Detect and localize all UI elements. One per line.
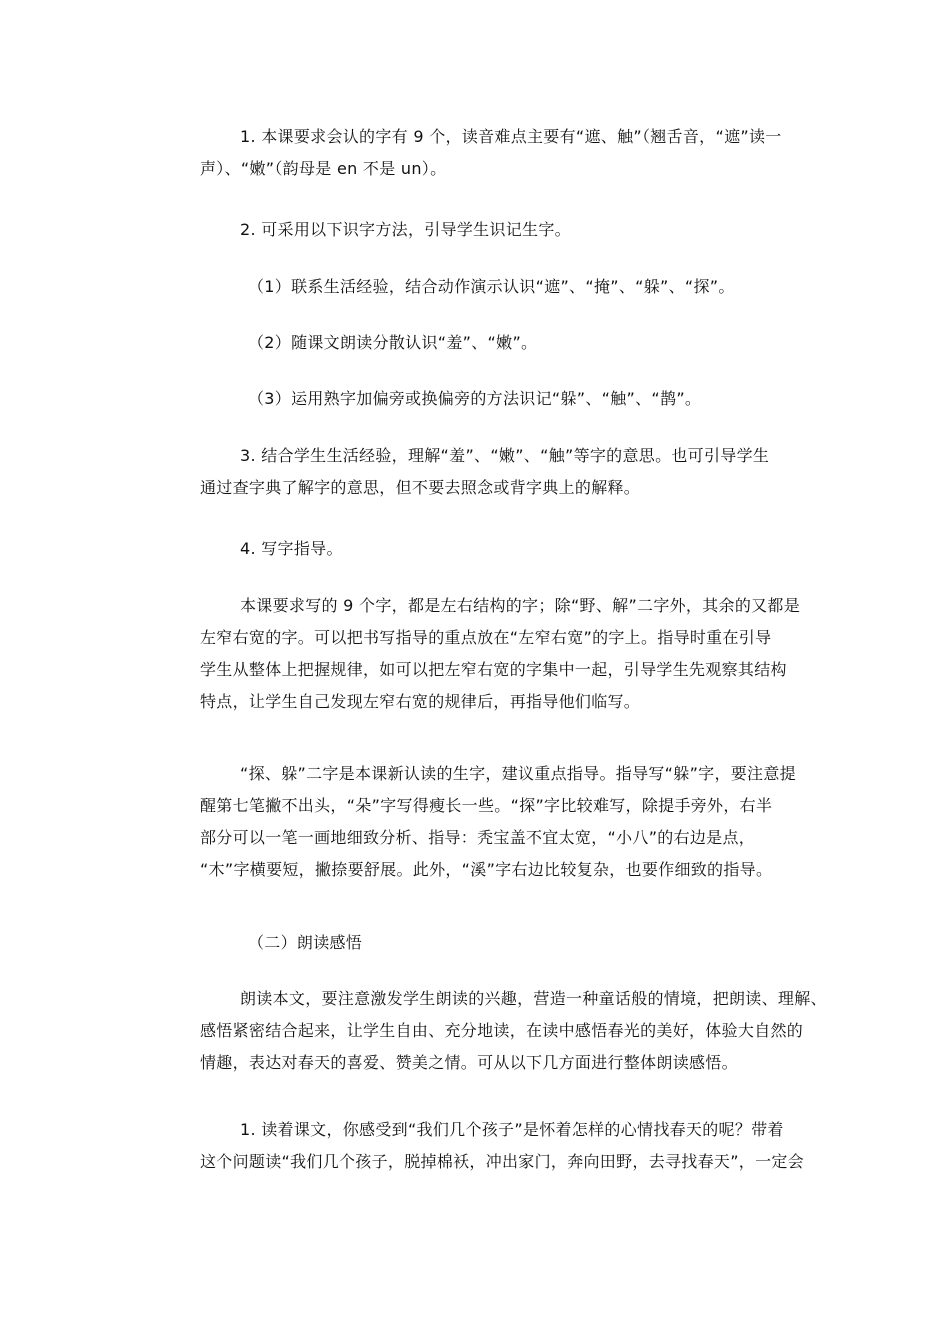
text-line: 声）、“嫩”（韵母是 en 不是 un）。: [200, 159, 447, 178]
section-heading-reading: [200, 927, 812, 959]
paragraph-method-2: [200, 327, 812, 359]
text-line: 本课要求写的 9 个字，都是左右结构的字；除“野、解”二字外，其余的又都是: [240, 596, 801, 615]
text-line: （2）随课文朗读分散认识“羞”、“嫩”。: [248, 333, 538, 352]
paragraph-writing-structure: [200, 590, 812, 718]
text-line: “探、躲”二字是本课新认读的生字，建议重点指导。指导写“躲”字，要注意提: [240, 764, 796, 783]
paragraph-new-characters: [200, 758, 812, 886]
paragraph-understanding: [200, 440, 812, 504]
paragraph-method-1: [200, 271, 812, 303]
text-line: 左窄右宽的字。可以把书写指导的重点放在“左窄右宽”的字上。指导时重在引导: [200, 628, 772, 647]
text-line: 通过查字典了解字的意思，但不要去照念或背字典上的解释。: [200, 478, 641, 497]
text-line: 特点，让学生自己发现左窄右宽的规律后，再指导他们临写。: [200, 692, 641, 711]
text-line: 部分可以一笔一画地细致分析、指导：秃宝盖不宜太宽，“小八”的右边是点，: [200, 828, 756, 847]
text-line: （二）朗读感悟: [248, 933, 363, 952]
text-line: 4. 写字指导。: [240, 539, 343, 558]
text-line: 2. 可采用以下识字方法，引导学生识记生字。: [240, 220, 571, 239]
text-line: 1. 读着课文，你感受到“我们几个孩子”是怀着怎样的心情找春天的呢？带着: [240, 1120, 784, 1139]
text-line: 3. 结合学生生活经验，理解“羞”、“嫩”、“触”等字的意思。也可引导学生: [240, 446, 770, 465]
paragraph-reading-intro: [200, 983, 827, 1079]
paragraph-writing-guidance-heading: [200, 533, 812, 565]
text-line: 1. 本课要求会认的字有 9 个，读音难点主要有“遮、触”（翘舌音，“遮”读一: [240, 127, 782, 146]
text-line: “木”字横要短，撇捺要舒展。此外，“溪”字右边比较复杂，也要作细致的指导。: [200, 860, 773, 879]
paragraph-method-3: [200, 383, 812, 415]
text-line: （1）联系生活经验，结合动作演示认识“遮”、“掩”、“躲”、“探”。: [248, 277, 735, 296]
text-line: （3）运用熟字加偏旁或换偏旁的方法识记“躲”、“触”、“鹊”。: [248, 389, 702, 408]
paragraph-literacy-methods: [200, 214, 812, 246]
text-line: 朗读本文，要注意激发学生朗读的兴趣，营造一种童话般的情境，把朗读、理解、: [240, 989, 827, 1008]
paragraph-reading-question: [200, 1114, 812, 1178]
text-line: 醒第七笔撇不出头，“朵”字写得瘦长一些。“探”字比较难写，除提手旁外，右半: [200, 796, 773, 815]
text-line: 学生从整体上把握规律，如可以把左窄右宽的字集中一起，引导学生先观察其结构: [200, 660, 787, 679]
text-line: 这个问题读“我们几个孩子，脱掉棉袄，冲出家门，奔向田野，去寻找春天”，一定会: [200, 1152, 804, 1171]
text-line: 感悟紧密结合起来，让学生自由、充分地读，在读中感悟春光的美好，体验大自然的: [200, 1021, 804, 1040]
paragraph-reading-difficulties: [200, 121, 812, 185]
text-line: 情趣，表达对春天的喜爱、赞美之情。可从以下几方面进行整体朗读感悟。: [200, 1053, 738, 1072]
